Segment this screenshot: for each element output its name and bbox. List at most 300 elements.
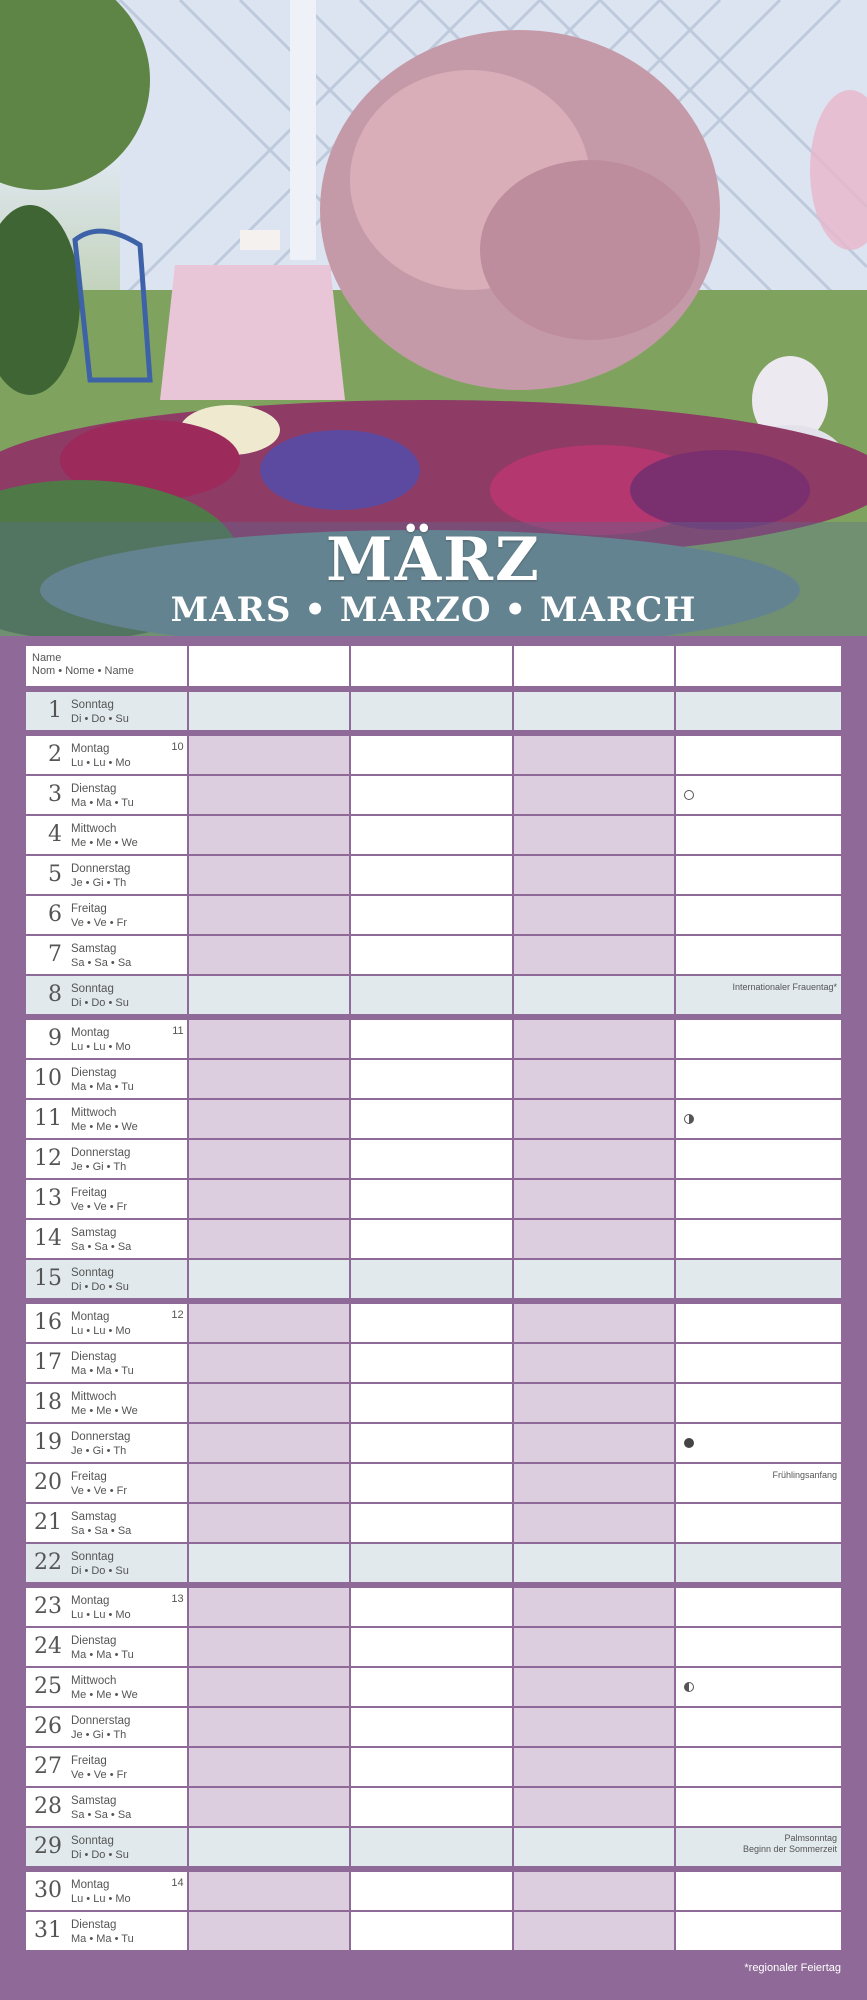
day-row (26, 1260, 841, 1298)
day-label-cell (26, 1304, 187, 1342)
day-row (26, 1180, 841, 1218)
day-label-cell (26, 776, 187, 814)
entry-cell-4[interactable] (676, 936, 841, 974)
day-label-cell (26, 816, 187, 854)
day-abbreviations: Je • Gi • Th (71, 1445, 127, 1457)
entry-cell-3[interactable] (514, 1060, 675, 1098)
entry-cell-4[interactable] (676, 1628, 841, 1666)
day-name: Montag (71, 1027, 110, 1039)
day-row (26, 1060, 841, 1098)
entry-cell-2[interactable] (351, 896, 512, 934)
week-number: 10 (171, 741, 184, 753)
name-sub-label: Nom • Nome • Name (32, 665, 134, 677)
day-label-cell (26, 1504, 187, 1542)
day-abbreviations: Di • Do • Su (71, 713, 129, 725)
day-number: 12 (34, 1146, 62, 1171)
entry-cell-1[interactable] (189, 856, 350, 894)
first-moon-icon (683, 1680, 695, 1692)
entry-cell-3[interactable] (514, 856, 675, 894)
day-abbreviations: Me • Me • We (71, 1689, 138, 1701)
day-name: Sonntag (71, 1267, 114, 1279)
entry-cell-2[interactable] (351, 1464, 512, 1502)
day-row (26, 1788, 841, 1826)
entry-cell-4[interactable] (676, 1180, 841, 1218)
regional-holiday-note: *regionaler Feiertag (744, 1962, 841, 1974)
day-name: Samstag (71, 1795, 117, 1807)
entry-cell-1[interactable] (189, 1304, 350, 1342)
name-label: Name (32, 652, 62, 664)
entry-cell-3[interactable] (514, 1220, 675, 1258)
entry-cell-4[interactable] (676, 1304, 841, 1342)
day-name: Freitag (71, 1187, 107, 1199)
entry-cell-4[interactable] (676, 1060, 841, 1098)
day-name: Dienstag (71, 1067, 117, 1079)
entry-cell-3[interactable] (514, 692, 675, 730)
day-abbreviations: Lu • Lu • Mo (71, 1041, 131, 1053)
entry-cell-3[interactable] (514, 1424, 675, 1462)
day-row (26, 1504, 841, 1542)
entry-cell-2[interactable] (351, 1748, 512, 1786)
entry-cell-4[interactable] (676, 736, 841, 774)
entry-cell-2[interactable] (351, 936, 512, 974)
entry-cell-2[interactable] (351, 1788, 512, 1826)
name-column-2[interactable] (351, 646, 512, 686)
day-label-cell (26, 856, 187, 894)
entry-cell-2[interactable] (351, 1668, 512, 1706)
entry-cell-1[interactable] (189, 1588, 350, 1626)
day-row (26, 896, 841, 934)
entry-cell-4[interactable] (676, 1544, 841, 1582)
day-row (26, 1220, 841, 1258)
day-label-cell (26, 1344, 187, 1382)
entry-cell-4[interactable] (676, 1464, 841, 1502)
day-number: 24 (34, 1634, 62, 1659)
day-number: 30 (34, 1878, 62, 1903)
day-row (26, 1828, 841, 1866)
last-moon-icon (683, 1112, 695, 1124)
day-row (26, 1748, 841, 1786)
entry-cell-3[interactable] (514, 1260, 675, 1298)
entry-cell-3[interactable] (514, 816, 675, 854)
entry-cell-3[interactable] (514, 1100, 675, 1138)
day-abbreviations: Je • Gi • Th (71, 1161, 127, 1173)
day-label-cell (26, 692, 187, 730)
day-row (26, 816, 841, 854)
entry-cell-3[interactable] (514, 1628, 675, 1666)
day-abbreviations: Lu • Lu • Mo (71, 1893, 131, 1905)
day-label-cell (26, 896, 187, 934)
day-abbreviations: Ve • Ve • Fr (71, 1485, 128, 1497)
entry-cell-2[interactable] (351, 1344, 512, 1382)
day-name: Sonntag (71, 983, 114, 995)
entry-cell-2[interactable] (351, 1020, 512, 1058)
entry-cell-2[interactable] (351, 1504, 512, 1542)
day-label-cell (26, 1788, 187, 1826)
entry-cell-3[interactable] (514, 1180, 675, 1218)
entry-cell-2[interactable] (351, 1260, 512, 1298)
day-label-cell (26, 1180, 187, 1218)
week-number: 12 (171, 1309, 184, 1321)
entry-cell-3[interactable] (514, 936, 675, 974)
day-abbreviations: Ma • Ma • Tu (71, 797, 134, 809)
day-rows (26, 692, 841, 1950)
day-name: Freitag (71, 1471, 107, 1483)
entry-cell-2[interactable] (351, 692, 512, 730)
full-moon-icon (683, 788, 695, 800)
day-abbreviations: Me • Me • We (71, 1405, 138, 1417)
day-abbreviations: Je • Gi • Th (71, 1729, 127, 1741)
entry-cell-1[interactable] (189, 1748, 350, 1786)
day-label-cell (26, 1100, 187, 1138)
entry-cell-1[interactable] (189, 1668, 350, 1706)
entry-cell-3[interactable] (514, 1588, 675, 1626)
entry-cell-4[interactable] (676, 1424, 841, 1462)
entry-cell-3[interactable] (514, 736, 675, 774)
day-number: 22 (34, 1550, 62, 1575)
entry-cell-4[interactable] (676, 1020, 841, 1058)
day-row (26, 1628, 841, 1666)
entry-cell-2[interactable] (351, 1180, 512, 1218)
entry-cell-2[interactable] (351, 1424, 512, 1462)
day-number: 5 (48, 862, 62, 887)
day-label-cell (26, 1220, 187, 1258)
entry-cell-3[interactable] (514, 1708, 675, 1746)
entry-cell-2[interactable] (351, 1384, 512, 1422)
week-number: 11 (172, 1025, 184, 1037)
day-abbreviations: Ma • Ma • Tu (71, 1365, 134, 1377)
entry-cell-3[interactable] (514, 1668, 675, 1706)
entry-cell-4[interactable] (676, 1504, 841, 1542)
day-name: Donnerstag (71, 1431, 131, 1443)
day-abbreviations: Ma • Ma • Tu (71, 1649, 134, 1661)
day-label-cell (26, 1828, 187, 1866)
day-number: 26 (34, 1714, 62, 1739)
day-abbreviations: Me • Me • We (71, 1121, 138, 1133)
day-number: 4 (48, 822, 62, 847)
day-name: Mittwoch (71, 1675, 117, 1687)
day-number: 10 (34, 1066, 62, 1091)
day-label-cell (26, 1260, 187, 1298)
day-row (26, 1344, 841, 1382)
name-column-3[interactable] (514, 646, 675, 686)
entry-cell-4[interactable] (676, 1668, 841, 1706)
day-number: 3 (48, 782, 62, 807)
month-title: MÄRZ (326, 525, 541, 595)
entry-cell-1[interactable] (189, 776, 350, 814)
day-row (26, 1020, 841, 1058)
day-label-cell (26, 1668, 187, 1706)
entry-cell-3[interactable] (514, 1872, 675, 1910)
day-name: Donnerstag (71, 1147, 131, 1159)
day-name: Montag (71, 743, 110, 755)
day-row (26, 1544, 841, 1582)
day-label-cell (26, 1544, 187, 1582)
day-abbreviations: Me • Me • We (71, 837, 138, 849)
entry-cell-1[interactable] (189, 1464, 350, 1502)
day-label-cell (26, 1060, 187, 1098)
entry-cell-3[interactable] (514, 1140, 675, 1178)
week-number: 13 (171, 1593, 184, 1605)
day-abbreviations: Sa • Sa • Sa (71, 1809, 132, 1821)
day-label-cell (26, 1140, 187, 1178)
entry-cell-3[interactable] (514, 1828, 675, 1866)
day-number: 31 (34, 1918, 62, 1943)
day-label-cell (26, 936, 187, 974)
day-number: 18 (34, 1390, 62, 1415)
entry-cell-4[interactable] (676, 896, 841, 934)
day-abbreviations: Di • Do • Su (71, 1565, 129, 1577)
entry-cell-2[interactable] (351, 776, 512, 814)
entry-cell-2[interactable] (351, 1304, 512, 1342)
day-abbreviations: Ma • Ma • Tu (71, 1933, 134, 1945)
day-row (26, 1384, 841, 1422)
entry-cell-4[interactable] (676, 1708, 841, 1746)
day-number: 23 (34, 1594, 62, 1619)
day-abbreviations: Di • Do • Su (71, 1849, 129, 1861)
entry-cell-1[interactable] (189, 1260, 350, 1298)
entry-cell-1[interactable] (189, 1544, 350, 1582)
entry-cell-4[interactable] (676, 1220, 841, 1258)
new-moon-icon (683, 1436, 695, 1448)
entry-cell-1[interactable] (189, 1180, 350, 1218)
entry-cell-2[interactable] (351, 1100, 512, 1138)
entry-cell-1[interactable] (189, 936, 350, 974)
day-number: 7 (48, 942, 62, 967)
entry-cell-1[interactable] (189, 1708, 350, 1746)
entry-cell-2[interactable] (351, 1140, 512, 1178)
entry-cell-3[interactable] (514, 1384, 675, 1422)
day-name: Montag (71, 1595, 110, 1607)
day-abbreviations: Sa • Sa • Sa (71, 1241, 132, 1253)
day-abbreviations: Ma • Ma • Tu (71, 1081, 134, 1093)
entry-cell-1[interactable] (189, 1060, 350, 1098)
day-number: 27 (34, 1754, 62, 1779)
entry-cell-3[interactable] (514, 1464, 675, 1502)
entry-cell-3[interactable] (514, 1788, 675, 1826)
day-row (26, 976, 841, 1014)
entry-cell-4[interactable] (676, 1100, 841, 1138)
entry-cell-1[interactable] (189, 1384, 350, 1422)
entry-cell-4[interactable] (676, 1260, 841, 1298)
day-number: 28 (34, 1794, 62, 1819)
day-name: Dienstag (71, 1351, 117, 1363)
day-abbreviations: Ve • Ve • Fr (71, 917, 128, 929)
entry-cell-1[interactable] (189, 896, 350, 934)
day-name: Dienstag (71, 783, 117, 795)
entry-cell-4[interactable] (676, 856, 841, 894)
day-number: 8 (48, 982, 62, 1007)
entry-cell-2[interactable] (351, 976, 512, 1014)
day-label-cell (26, 736, 187, 774)
entry-cell-1[interactable] (189, 1344, 350, 1382)
day-number: 11 (34, 1106, 62, 1131)
day-row (26, 1100, 841, 1138)
day-number: 14 (34, 1226, 62, 1251)
day-abbreviations: Di • Do • Su (71, 1281, 129, 1293)
day-label-cell (26, 1020, 187, 1058)
day-row (26, 1872, 841, 1910)
entry-cell-1[interactable] (189, 1220, 350, 1258)
entry-cell-2[interactable] (351, 1220, 512, 1258)
day-name: Samstag (71, 1511, 117, 1523)
entry-cell-1[interactable] (189, 1628, 350, 1666)
entry-cell-3[interactable] (514, 896, 675, 934)
entry-cell-4[interactable] (676, 1872, 841, 1910)
day-label-cell (26, 1588, 187, 1626)
day-name: Samstag (71, 1227, 117, 1239)
day-number: 16 (34, 1310, 62, 1335)
day-name: Donnerstag (71, 1715, 131, 1727)
entry-cell-2[interactable] (351, 1708, 512, 1746)
day-number: 29 (34, 1834, 62, 1859)
entry-cell-1[interactable] (189, 1100, 350, 1138)
day-number: 9 (48, 1026, 62, 1051)
holiday-note: Palmsonntag Beginn der Sommerzeit (742, 1833, 838, 1854)
entry-cell-4[interactable] (676, 976, 841, 1014)
day-row (26, 1140, 841, 1178)
day-label-cell (26, 1912, 187, 1950)
entry-cell-2[interactable] (351, 736, 512, 774)
day-name: Mittwoch (71, 1391, 117, 1403)
day-name: Samstag (71, 943, 117, 955)
day-abbreviations: Ve • Ve • Fr (71, 1769, 128, 1781)
entry-cell-2[interactable] (351, 816, 512, 854)
day-abbreviations: Sa • Sa • Sa (71, 1525, 132, 1537)
day-name: Sonntag (71, 1551, 114, 1563)
day-abbreviations: Je • Gi • Th (71, 877, 127, 889)
week-number: 14 (171, 1877, 184, 1889)
day-name: Dienstag (71, 1919, 117, 1931)
day-name: Donnerstag (71, 863, 131, 875)
entry-cell-1[interactable] (189, 692, 350, 730)
day-row (26, 692, 841, 730)
entry-cell-2[interactable] (351, 1628, 512, 1666)
day-row (26, 1668, 841, 1706)
entry-cell-1[interactable] (189, 816, 350, 854)
entry-cell-4[interactable] (676, 1828, 841, 1866)
day-row (26, 776, 841, 814)
day-row (26, 1912, 841, 1950)
day-label-cell (26, 976, 187, 1014)
day-number: 19 (34, 1430, 62, 1455)
day-name: Mittwoch (71, 1107, 117, 1119)
holiday-note: Internationaler Frauentag* (732, 982, 838, 992)
entry-cell-2[interactable] (351, 1828, 512, 1866)
entry-cell-4[interactable] (676, 1748, 841, 1786)
day-label-cell (26, 1424, 187, 1462)
entry-cell-3[interactable] (514, 776, 675, 814)
day-number: 15 (34, 1266, 62, 1291)
entry-cell-2[interactable] (351, 1872, 512, 1910)
day-label-cell (26, 1464, 187, 1502)
entry-cell-4[interactable] (676, 692, 841, 730)
day-row (26, 736, 841, 774)
entry-cell-1[interactable] (189, 736, 350, 774)
day-abbreviations: Di • Do • Su (71, 997, 129, 1009)
entry-cell-2[interactable] (351, 856, 512, 894)
entry-cell-3[interactable] (514, 1504, 675, 1542)
entry-cell-2[interactable] (351, 1588, 512, 1626)
entry-cell-3[interactable] (514, 1304, 675, 1342)
day-number: 13 (34, 1186, 62, 1211)
entry-cell-4[interactable] (676, 816, 841, 854)
holiday-note: Frühlingsanfang (772, 1470, 838, 1480)
day-name: Freitag (71, 1755, 107, 1767)
day-name: Mittwoch (71, 823, 117, 835)
entry-cell-3[interactable] (514, 976, 675, 1014)
day-name: Dienstag (71, 1635, 117, 1647)
entry-cell-1[interactable] (189, 976, 350, 1014)
entry-cell-1[interactable] (189, 1020, 350, 1058)
day-name: Sonntag (71, 699, 114, 711)
day-number: 1 (48, 698, 62, 723)
day-name: Sonntag (71, 1835, 114, 1847)
entry-cell-2[interactable] (351, 1060, 512, 1098)
day-label-cell (26, 1872, 187, 1910)
day-number: 2 (48, 742, 62, 767)
day-number: 25 (34, 1674, 62, 1699)
entry-cell-3[interactable] (514, 1912, 675, 1950)
entry-cell-3[interactable] (514, 1344, 675, 1382)
name-column-4[interactable] (676, 646, 841, 686)
day-name: Freitag (71, 903, 107, 915)
day-number: 21 (34, 1510, 62, 1535)
entry-cell-1[interactable] (189, 1140, 350, 1178)
entry-cell-1[interactable] (189, 1424, 350, 1462)
entry-cell-4[interactable] (676, 1384, 841, 1422)
header-row (26, 646, 841, 686)
day-number: 17 (34, 1350, 62, 1375)
day-abbreviations: Lu • Lu • Mo (71, 1325, 131, 1337)
day-row (26, 1304, 841, 1342)
name-header-cell (26, 646, 187, 686)
day-row (26, 856, 841, 894)
day-name: Montag (71, 1311, 110, 1323)
entry-cell-1[interactable] (189, 1504, 350, 1542)
entry-cell-4[interactable] (676, 1344, 841, 1382)
day-name: Montag (71, 1879, 110, 1891)
day-abbreviations: Lu • Lu • Mo (71, 757, 131, 769)
entry-cell-4[interactable] (676, 1912, 841, 1950)
calendar-grid (26, 646, 841, 1950)
day-label-cell (26, 1628, 187, 1666)
name-column-1[interactable] (189, 646, 350, 686)
entry-cell-2[interactable] (351, 1544, 512, 1582)
entry-cell-3[interactable] (514, 1544, 675, 1582)
entry-cell-1[interactable] (189, 1912, 350, 1950)
entry-cell-4[interactable] (676, 1140, 841, 1178)
day-row (26, 1708, 841, 1746)
footnote: 15. Mothering Sunday, GB (369, 1932, 498, 1944)
day-row (26, 1588, 841, 1626)
entry-cell-2[interactable] (351, 1912, 512, 1950)
month-subtitle: MARS • MARZO • MARCH (170, 590, 697, 630)
entry-cell-1[interactable] (189, 1872, 350, 1910)
day-number: 6 (48, 902, 62, 927)
entry-cell-3[interactable] (514, 1020, 675, 1058)
day-row (26, 1464, 841, 1502)
day-label-cell (26, 1708, 187, 1746)
entry-cell-1[interactable] (189, 1828, 350, 1866)
day-row (26, 1424, 841, 1462)
day-abbreviations: Lu • Lu • Mo (71, 1609, 131, 1621)
entry-cell-1[interactable] (189, 1788, 350, 1826)
entry-cell-4[interactable] (676, 1588, 841, 1626)
entry-cell-4[interactable] (676, 776, 841, 814)
entry-cell-4[interactable] (676, 1788, 841, 1826)
entry-cell-3[interactable] (514, 1748, 675, 1786)
day-abbreviations: Ve • Ve • Fr (71, 1201, 128, 1213)
